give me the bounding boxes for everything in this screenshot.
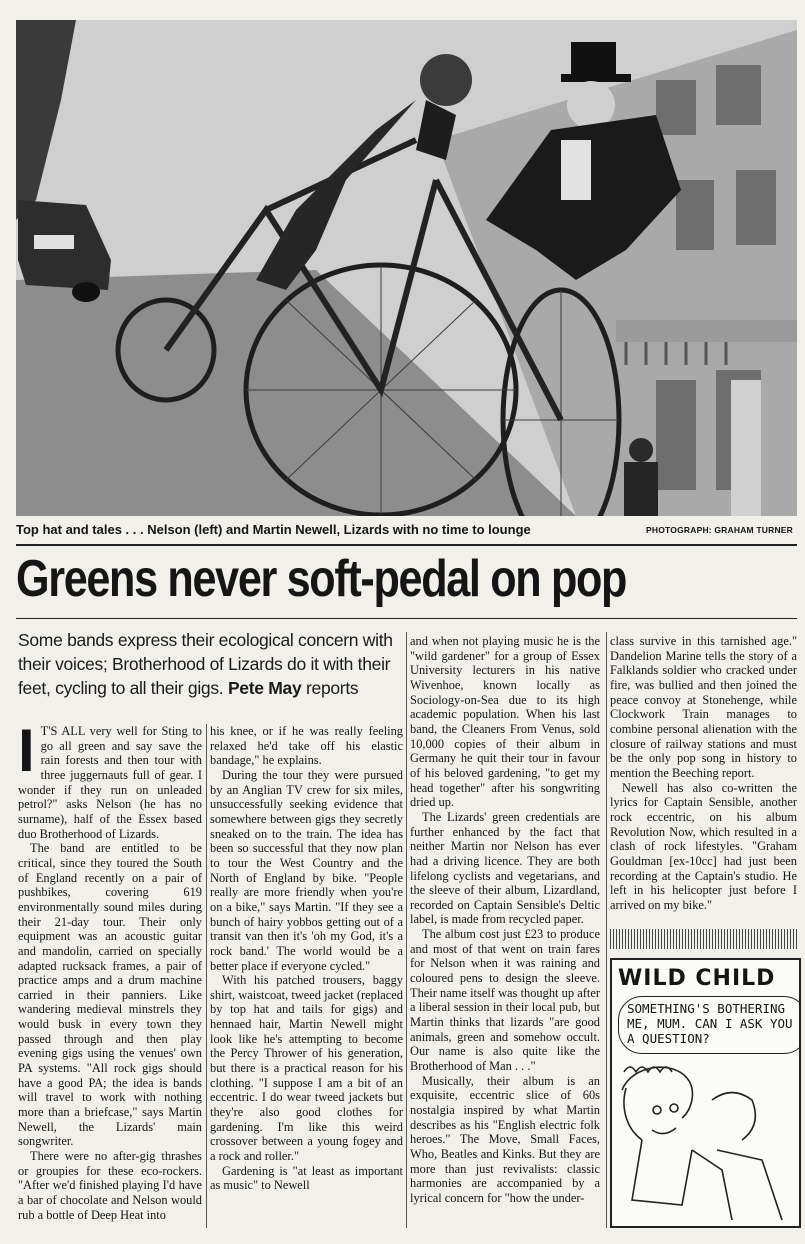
photo-credit: PHOTOGRAPH: GRAHAM TURNER — [646, 525, 793, 535]
paragraph: class survive in this tarnished age." Dandelion Marine tells the story of a Falklands soldier who cracked under fire, was bullied and then joined the peace convoy at Stonehenge, while Clockwork Train manages to combine personal alienation with the closure of railway stations and must be the only pop song in history to mention the Beeching report. — [610, 634, 797, 780]
paragraph: Newell has also co-written the lyrics for Captain Sensible, another rock eccentric, on his album Revolution Now, which resulted in a clash of rock lifestyles. "Graham Gouldman [ex-10cc] had just been recording at the Captain's studio. He left in his helicopter just before I arrived on my bike." — [610, 780, 797, 912]
reports-label: reports — [305, 678, 359, 698]
article-column-2 — [210, 724, 403, 1193]
photo-caption — [16, 522, 797, 542]
article-column-3 — [410, 634, 600, 1206]
paragraph: Musically, their album is an exquisite, eccentric slice of 60s nostalgia inspired by what Martin describes as his "English electric folk heroes." The Move, Small Faces, Who, Beatles and Kinks. But they are more than just revivalists: classic harmonies are accompanied by a lyrical concern for "how the under- — [410, 1073, 600, 1205]
column-divider — [406, 632, 407, 1228]
headline: Greens never soft-pedal on pop — [16, 550, 627, 608]
caption-text: Top hat and tales . . . Nelson (left) and Martin Newell, Lizards with no time to lounge — [16, 522, 531, 537]
cyclists-illustration — [16, 20, 797, 516]
paragraph: The Lizards' green credentials are further enhanced by the fact that neither Martin nor Nelson has ever had a driving licence. They are both lifelong cyclists and vegetarians, and the sleeve of their album, Lizardland, recorded on Captain Sensible's Deltic label, is made from recycled paper. — [410, 809, 600, 927]
paragraph: There were no after-gig thrashes or groupies for these eco-rockers. "After we'd finished playing I'd have a bar of chocolate and Nelson would rub a bottle of Deep Heat into — [18, 1149, 202, 1222]
column-divider — [206, 724, 207, 1228]
paragraph: During the tour they were pursued by an Anglian TV crew for six miles, unsuccessfully seeking evidence that somewhere between gigs they secretly sneaked on to the train. The idea has been so successful that they now plan to tour the West Country and the North of England by bike. "People really are more friendly when you're on a bike," says Martin. "If they see a bunch of hairy yobbos getting out of a transit van then it's 'oh my God, it's a rock band.' The world would be a better place if everyone cycled." — [210, 767, 403, 973]
author-name: Pete May — [227, 678, 302, 698]
article-column-1 — [18, 717, 202, 1222]
article-column-4 — [610, 634, 797, 912]
speech-bubble: SOMETHING'S BOTHERING ME, MUM. CAN I ASK YOU A QUESTION? — [618, 996, 801, 1054]
standfirst — [18, 628, 404, 700]
wild-child-cartoon — [610, 958, 801, 1228]
headline-rule — [16, 618, 797, 619]
standfirst-text: Some bands express their ecological concern with their voices; Brotherhood of Lizards do it with their feet, cycling to all their gigs. — [18, 630, 393, 698]
cartoon-title: WILD CHILD — [618, 966, 776, 991]
column-divider — [606, 632, 607, 1228]
article-photo — [16, 20, 797, 516]
paragraph: and when not playing music he is the "wild gardener" for a group of Essex University lecturers in his native Wivenhoe, known locally as Sociology-on-Sea due to its high academic population. When his last band, the Cleaners From Venus, sold 10,000 copies of their album in Germany he quit their tour in favour of his beloved gardening, "to get my head together" after his songwriting dried up. — [410, 634, 600, 810]
paragraph: Gardening is "at least as important as music" to Newell — [210, 1163, 403, 1193]
paragraph: The album cost just £23 to produce and most of that went on train fares for Nelson when it was raining and coloured pens to design the sleeve. Their name itself was thought up after a liberal session in their local pub, but Martin thinks that lizards "are good animals, green and somehow occult. Our name is also quite like the Brotherhood of Man . . ." — [410, 927, 600, 1074]
hatched-divider — [610, 929, 797, 949]
drop-cap: I — [18, 717, 35, 784]
cartoon-drawing — [612, 960, 799, 1226]
paragraph: his knee, or if he was really feeling relaxed he'd take off his elastic bandage," he explains. — [210, 724, 403, 768]
paragraph: With his patched trousers, baggy shirt, waistcoat, tweed jacket (replaced by top hat and tails for gigs) and hennaed hair, Martin Newell might look like he's attempting to become the Percy Thrower of his generation, but there is a practical reason for his clothing. "I suppose I am a bit of an eccentric. I do wear tweed jackets but they're also good clothes for gardening. I'm like this weird crossover between a young fogey and a rock and roller." — [210, 973, 403, 1164]
divider-rule — [16, 544, 797, 546]
paragraph: The band are entitled to be critical, since they toured the South of England recently on a pair of pushbikes, covering 619 environmentally sound miles during their 21-day tour. Their only equipment was an acoustic guitar and mandolin, carried on specially adapted rucksack frames, a pair of practice amps and a drum machine carried in their panniers. Like wandering medieval minstrels they would busk in every town they passed through and then play evening gigs using the venues' own PA systems. "All rock gigs should have a good PA; the idea is bands will travel to work with nothing more than a briefcase," says Martin Newell, the Lizards' main songwriter. — [18, 841, 202, 1149]
paragraph: T'S ALL very well for Sting to go all green and say save the rain forests and then tour with three juggernauts full of gear. I wonder if they run on unleaded petrol?" asks Nelson (he has no surname), half of the Essex based duo Brotherhood of Lizards. — [18, 724, 202, 841]
